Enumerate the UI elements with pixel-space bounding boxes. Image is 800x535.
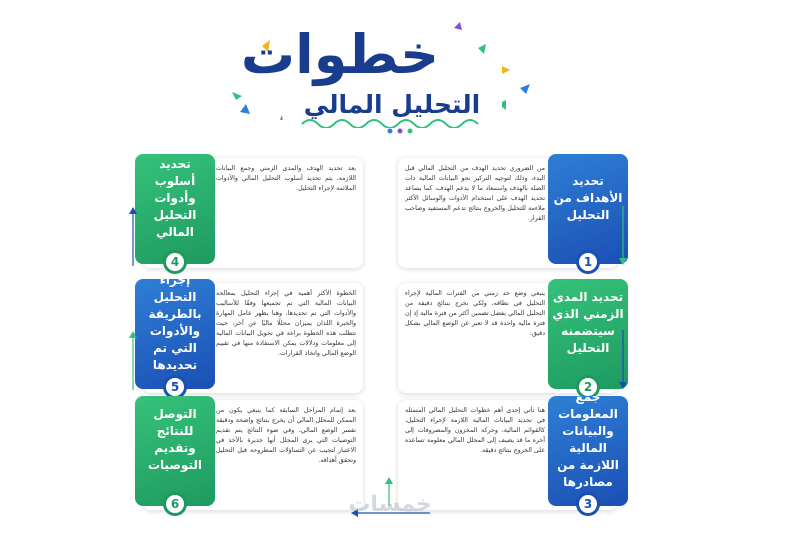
dots-decoration	[386, 127, 416, 135]
page-title: خطوات	[240, 23, 440, 86]
step-title: التوصل للنتائج وتقديم التوصيات	[147, 407, 203, 472]
arrow-down-icon	[618, 206, 628, 266]
step-badge	[548, 279, 628, 394]
step-card-2	[398, 283, 624, 394]
step-badge	[135, 273, 215, 394]
arrow-down-icon	[618, 330, 628, 390]
step-badge	[135, 154, 215, 269]
step-number: 1	[576, 250, 600, 274]
step-number: 6	[163, 492, 187, 516]
step-number: 4	[163, 250, 187, 274]
step-title: تحديد أسلوب وأدوات التحليل المالي	[153, 156, 197, 239]
step-title: جمع المعلومات والبيانات المالية اللازمة من مصادرها	[557, 390, 619, 489]
step-title: تحديد المدى الزمني الذي سيتضمنه التحليل	[552, 290, 624, 355]
step-card-4	[143, 158, 363, 268]
step-title: تحديد الأهداف من التحليل	[553, 173, 623, 222]
step-number: 2	[576, 375, 600, 399]
step-text: من الضروري تحديد الهدف من التحليل المالي قبل البدء، وذلك لتوجيه التركيز نحو البيانات المالية ذات الصلة بالهدف واستبعاد ما لا يدعم الهدف، كما يساعد تحديد الهدف على استخدام الأدوات والوسائل الأكثر ملاءمة للتحليل والخروج بنتائج تدعم المستفيد وصاحب القرار.	[405, 165, 545, 222]
arrow-up-icon	[128, 330, 138, 390]
step-card-1	[398, 158, 623, 269]
step-text: هنا تأتي إحدى أهم خطوات التحليل المالي المتمثلة في تحديد البيانات المالية اللازمة لإجراء التحليل، كالقوائم المالية، وحركة المخزون والمصروفات إلى آخره ما قد يضيف إلى المحلل المالي معلومة تساعده على الخروج بنتائج دقيقة.	[405, 407, 545, 454]
step-text: بعد تحديد الهدف والمدى الزمني وجمع البيانات اللازمة، يتم تحديد أسلوب التحليل المالي والأدوات الملائمة لإجراء التحليل.	[216, 165, 356, 192]
header	[0, 0, 800, 140]
watermark: خمسات	[348, 492, 432, 517]
step-title: إجراء التحليل بالطريقة والأدوات التي تم تحديدها	[148, 273, 202, 372]
page-subtitle: التحليل المالي	[282, 88, 502, 122]
step-badge	[135, 396, 215, 511]
step-number: 5	[163, 375, 187, 399]
arrow-up-icon	[128, 206, 138, 266]
step-text: الخطوة الأكثر أهمية في إجراء التحليل بمعالجة البيانات المالية التي تم تجميعها وفقًا للأساليب والأدوات التي تم تحديدها، وهنا يظهر عامل المهارة والخبرة اللذان يميزان محللًا ماليًا عن آخر، حيث تتطلب هذه الخطوة براعة في تحويل البيانات المالية إلى معلومات ودلالات يمكن الاستفادة منها في تقييم الوضع المالي واتخاذ القرارات.	[216, 290, 356, 357]
step-text: بعد إتمام المراحل السابقة كما ينبغي يكون من الممكن للمحلل المالي أن يخرج بنتائج واضحة ودقيقة تفسر الوضع المالي، وفي ضوء النتائج يتم تقديم التوصيات التي يرى المحلل أنها جديرة بالأخذ في الاعتبار لتجيب عن التساؤلات المطروحة قبل التحليل وتحقق أهدافه.	[216, 407, 356, 464]
step-number: 3	[576, 492, 600, 516]
step-badge	[548, 154, 628, 269]
step-card-5	[143, 273, 363, 394]
step-badge	[548, 390, 628, 511]
step-text: ينبغي وضع حد زمني من الفترات المالية لإجراء التحليل في نطاقه، ولكي نخرج بنتائج دقيقة من التحليل المالي يفضل تضمين أكثر من فترة مالية إذ إن فترة مالية واحدة قد لا تعبر عن الوضع المالي بشكل دقيق.	[405, 290, 545, 337]
